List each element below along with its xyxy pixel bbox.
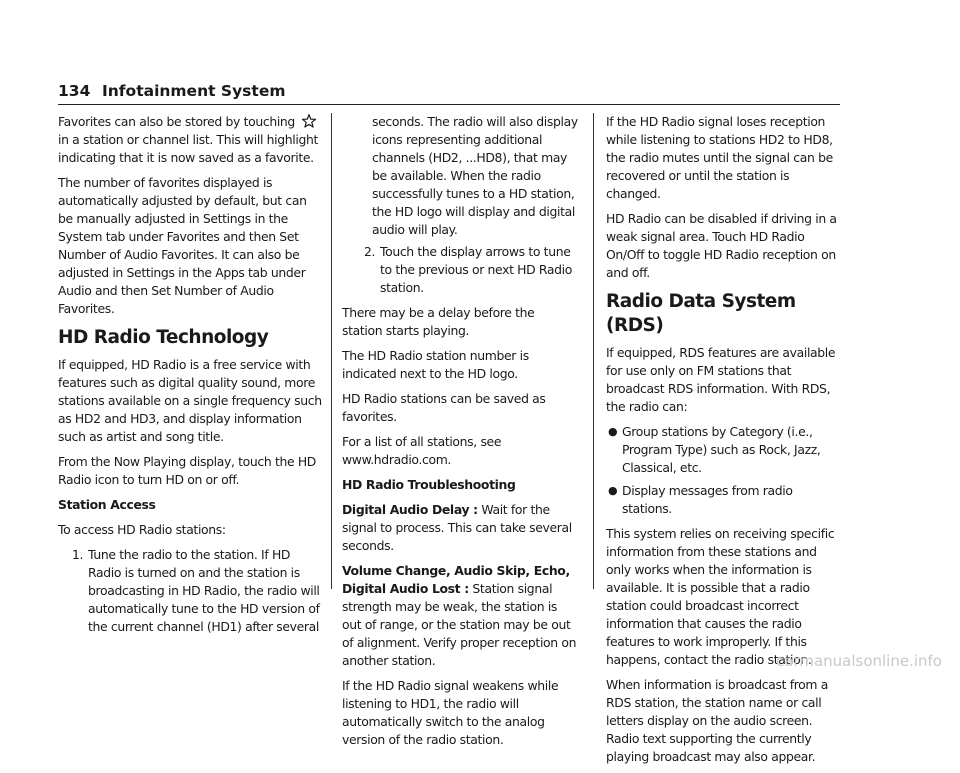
step-number: 2. [364, 244, 376, 259]
paragraph: If equipped, RDS features are available for use only on FM stations that broadcast RDS information. With RDS, the radio can: [606, 345, 836, 414]
list-item: 1. Tune the radio to the station. If HD Radio is turned on and the station is broadcasting in HD Radio, the radio will automatically tune to the HD version of the current channel (HD1) after several [72, 547, 320, 634]
paragraph: If the HD Radio signal loses reception while listening to stations HD2 to HD8, the radio mutes until the signal can be recovered or until the station is changed. [606, 114, 833, 201]
paragraph: HD Radio stations can be saved as favorites. [342, 391, 546, 424]
paragraph: When information is broadcast from a RDS station, the station name or call letters display on the audio screen. Radio text supporting the currently playing broadcast may also appear. [606, 677, 828, 764]
favorite-star-icon [301, 113, 317, 129]
step-continuation: seconds. The radio will also display icons representing additional channels (HD2, ...HD8), that may be available. When the radio successfully tunes to a HD station, the HD logo will display and digital audio will play. [372, 114, 578, 237]
paragraph: The HD Radio station number is indicated next to the HD logo. [342, 348, 529, 381]
watermark: carmanualsonline.info [776, 652, 942, 670]
term: Volume Change, Audio Skip, Echo, Digital Audio Lost : [342, 563, 570, 596]
bullet-icon: ● [608, 425, 618, 438]
column-divider [593, 113, 594, 589]
paragraph: HD Radio can be disabled if driving in a weak signal area. Touch HD Radio On/Off to toggle HD Radio reception on and off. [606, 211, 837, 280]
step-list [342, 243, 578, 297]
paragraph: For a list of all stations, see www.hdradio.com. [342, 434, 502, 467]
paragraph: Favorites can also be stored by touching in a station or channel list. This will highlight indicating that it is now saved as a favorite. [58, 114, 318, 165]
term: Digital Audio Delay : [342, 502, 478, 517]
header-title: Infotainment System [102, 82, 286, 100]
paragraph: To access HD Radio stations: [58, 522, 226, 537]
section-heading: Radio Data System (RDS) [606, 291, 796, 336]
column-1 [58, 113, 322, 643]
list-item: 2. Touch the display arrows to tune to the previous or next HD Radio station. [364, 244, 572, 295]
step-list [58, 546, 322, 636]
paragraph: The number of favorites displayed is automatically adjusted by default, but can be manually adjusted in Settings in the System tab under Favorites and then Set Number of Audio Favorites. It can also be adjusted in Settings in the Apps tab under Audio and then Set Number of Audio Favorites. [58, 175, 307, 316]
paragraph: This system relies on receiving specific information from these stations and only works when the information is available. It is possible that a radio station could broadcast incorrect information that causes the radio features to work improperly. If this happens, contact the radio station. [606, 526, 835, 667]
column-divider [331, 113, 332, 589]
paragraph: From the Now Playing display, touch the HD Radio icon to turn HD on or off. [58, 454, 316, 487]
page-number: 134 [58, 82, 91, 100]
subheading: Station Access [58, 497, 156, 512]
bullet-list [606, 423, 842, 518]
subheading: HD Radio Troubleshooting [342, 477, 516, 492]
definition-paragraph: Digital Audio Delay : Wait for the signal to process. This can take several seconds. [342, 502, 572, 553]
step-number: 1. [72, 547, 84, 562]
list-item: ● Display messages from radio stations. [608, 483, 793, 516]
column-2 [342, 113, 578, 756]
definition-paragraph: Volume Change, Audio Skip, Echo, Digital Audio Lost : Station signal strength may be weak, the station is out of range, or the station may be out of alignment. Verify proper reception on another station. [342, 563, 577, 668]
bullet-icon: ● [608, 484, 618, 497]
column-3 [606, 113, 842, 773]
paragraph: There may be a delay before the station starts playing. [342, 305, 535, 338]
list-item: ● Group stations by Category (i.e., Program Type) such as Rock, Jazz, Classical, etc. [608, 424, 821, 475]
paragraph: If equipped, HD Radio is a free service with features such as digital quality sound, more stations available on a single frequency such as HD2 and HD3, and display information such as artist and song title. [58, 357, 322, 444]
page-header [58, 80, 840, 105]
section-heading: HD Radio Technology [58, 327, 269, 348]
paragraph: If the HD Radio signal weakens while listening to HD1, the radio will automatically switch to the analog version of the radio station. [342, 678, 559, 747]
